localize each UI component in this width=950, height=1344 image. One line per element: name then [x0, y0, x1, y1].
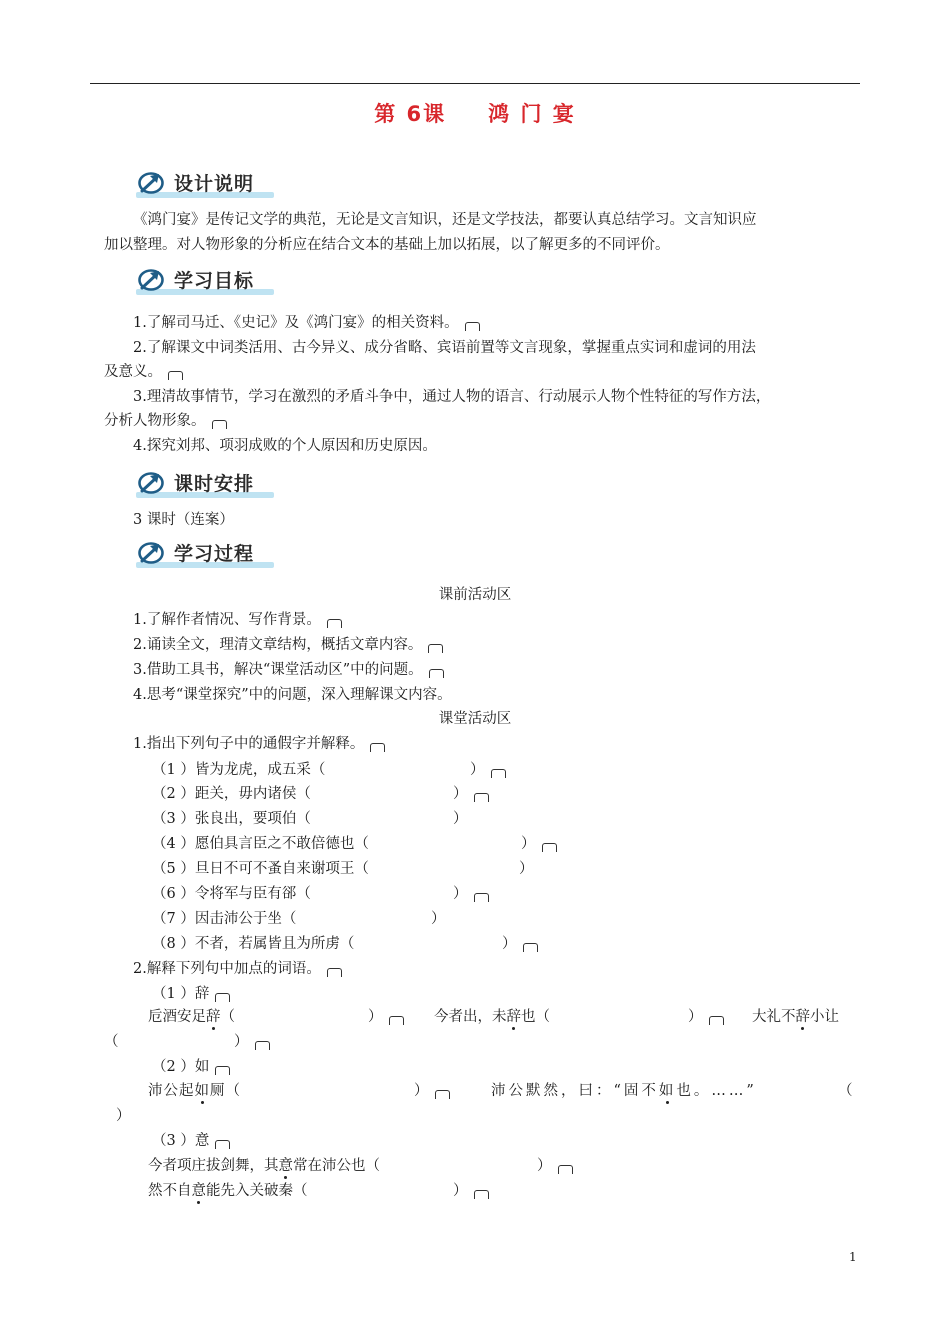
goal-2: 2.了解课文中词类活用、古今异义、成分省略、宾语前置等文言现象，掌握重点实词和虚词的用法 [133, 340, 756, 356]
answer-blank-close: ） [368, 1007, 404, 1027]
q1-sentence-5: （5 ）旦日不可不蚤自来谢项王（ [152, 861, 369, 877]
lesson-number: 第 6课 [374, 102, 447, 126]
answer-blank-close: ） [453, 811, 468, 827]
dotted-word: 如 [658, 1083, 677, 1099]
edit-mark-icon [435, 1090, 450, 1099]
edit-mark-icon [215, 1140, 230, 1149]
page-number: 1 [849, 1250, 857, 1264]
answer-blank-close: ） [521, 834, 557, 854]
word-1-label: （1 ）辞 [152, 984, 230, 1004]
edit-mark-icon [370, 743, 385, 752]
answer-blank-close: ） [453, 784, 489, 804]
q1-sentence-4: （4 ）愿伯具言臣之不敢倍德也（ [152, 836, 369, 852]
question-1: 1.指出下列句子中的通假字并解释。 [133, 734, 385, 754]
answer-blank-close: ） [453, 1181, 489, 1201]
pre-item-1: 1.了解作者情况、写作背景。 [133, 610, 342, 630]
w3-example-b: 然不自意能先入关破秦（ [148, 1183, 308, 1199]
edit-mark-icon [327, 619, 342, 628]
dotted-word: 辞 [506, 1009, 521, 1025]
schedule-text: 3 课时（连案） [133, 512, 234, 528]
arrow-badge-icon [138, 267, 166, 291]
edit-mark-icon [474, 893, 489, 902]
design-paragraph [104, 208, 856, 258]
answer-blank-close: ） [470, 760, 506, 780]
word-3-label: （3 ）意 [152, 1131, 230, 1151]
edit-mark-icon [168, 371, 183, 380]
section-label: 课时安排 [174, 473, 255, 495]
dotted-word: 辞 [206, 1009, 221, 1025]
dotted-word: 意 [191, 1183, 206, 1199]
edit-mark-icon [389, 1016, 404, 1025]
section-header-design [134, 168, 274, 198]
edit-mark-icon [542, 843, 557, 852]
q1-sentence-1: （1 ）皆为龙虎，成五采（ [152, 762, 326, 778]
answer-blank-close: ） [414, 1081, 450, 1101]
answer-blank-close: ） [116, 1108, 131, 1124]
lesson-name: 鸿 门 宴 [488, 102, 576, 126]
edit-mark-icon [215, 1066, 230, 1075]
word-2-label: （2 ）如 [152, 1057, 230, 1077]
arrow-badge-icon [138, 470, 166, 494]
edit-mark-icon [327, 968, 342, 977]
edit-mark-icon [428, 644, 443, 653]
edit-mark-icon [429, 669, 444, 678]
section-header-process [134, 538, 274, 568]
pre-item-2: 2.诵读全文，理清文章结构，概括文章内容。 [133, 635, 443, 655]
design-line-1: 《鸿门宴》是传记文学的典范，无论是文言知识，还是文学技法，都要认真总结学习。文言知识应 [133, 212, 757, 228]
answer-blank-open: （ [838, 1083, 853, 1099]
section-header-goals [134, 265, 274, 295]
edit-mark-icon [523, 943, 538, 952]
goal-3-cont: 分析人物形象。 [104, 411, 227, 431]
goal-3: 3.理清故事情节，学习在激烈的矛盾斗争中，通过人物的语言、行动展示人物个性特征的写作方法， [133, 389, 771, 405]
q1-sentence-3: （3 ）张良出，要项伯（ [152, 811, 311, 827]
dotted-word: 如 [194, 1083, 210, 1099]
pre-item-3: 3.借助工具书，解决“课堂活动区”中的问题。 [133, 660, 444, 680]
edit-mark-icon [558, 1165, 573, 1174]
edit-mark-icon [465, 322, 480, 331]
arrow-badge-icon [138, 170, 166, 194]
w3-example-a: 今者项庄拔剑舞，其意常在沛公也（ [148, 1158, 380, 1174]
section-label: 学习目标 [174, 270, 255, 292]
answer-blank-close: ） [519, 861, 534, 877]
question-2: 2.解释下列句中加点的词语。 [133, 959, 342, 979]
w2-example-a: 沛公起如厕（ [148, 1083, 241, 1099]
answer-blank-close: ） [502, 934, 538, 954]
design-line-2: 加以整理。对人物形象的分析应在结合文本的基础上加以拓展，以了解更多的不同评价。 [104, 237, 670, 253]
pre-item-4: 4.思考“课堂探究”中的问题，深入理解课文内容。 [133, 687, 452, 703]
goal-1: 1.了解司马迁、《史记》及《鸿门宴》的相关资料。 [133, 313, 480, 333]
q1-sentence-7: （7 ）因击沛公于坐（ [152, 911, 297, 927]
section-label: 设计说明 [174, 173, 255, 195]
edit-mark-icon [255, 1041, 270, 1050]
pre-class-heading: 课前活动区 [438, 587, 512, 603]
answer-blank-close: ） [453, 884, 489, 904]
goal-2-cont: 及意义。 [104, 362, 183, 382]
w2-example-b: 沛公默然，曰：“固不如也。……” [491, 1083, 757, 1099]
dotted-word: 辞 [795, 1009, 810, 1025]
edit-mark-icon [474, 1190, 489, 1199]
answer-blank-close: ） [431, 911, 446, 927]
edit-mark-icon [215, 993, 230, 1002]
header-rule [90, 83, 860, 84]
edit-mark-icon [212, 420, 227, 429]
goal-4: 4.探究刘邦、项羽成败的个人原因和历史原因。 [133, 438, 437, 454]
answer-blank-open: （ [104, 1034, 119, 1050]
section-header-schedule [134, 468, 274, 498]
answer-blank-close: ） [688, 1007, 724, 1027]
edit-mark-icon [491, 769, 506, 778]
w1-example-a: 卮酒安足辞（ [148, 1009, 235, 1025]
edit-mark-icon [474, 793, 489, 802]
answer-blank-close: ） [537, 1156, 573, 1176]
dotted-word: 意 [278, 1158, 293, 1174]
q1-sentence-8: （8 ）不者，若属皆且为所虏（ [152, 936, 355, 952]
w1-example-b: 今者出，未辞也（ [434, 1009, 550, 1025]
in-class-heading: 课堂活动区 [438, 711, 512, 727]
answer-blank-close: ） [234, 1032, 270, 1052]
w1-example-c: 大礼不辞小让 [752, 1009, 839, 1025]
page-title [0, 98, 950, 128]
q1-sentence-6: （6 ）令将军与臣有郤（ [152, 886, 311, 902]
section-label: 学习过程 [174, 543, 255, 565]
arrow-badge-icon [138, 540, 166, 564]
q1-sentence-2: （2 ）距关，毋内诸侯（ [152, 786, 311, 802]
edit-mark-icon [709, 1016, 724, 1025]
